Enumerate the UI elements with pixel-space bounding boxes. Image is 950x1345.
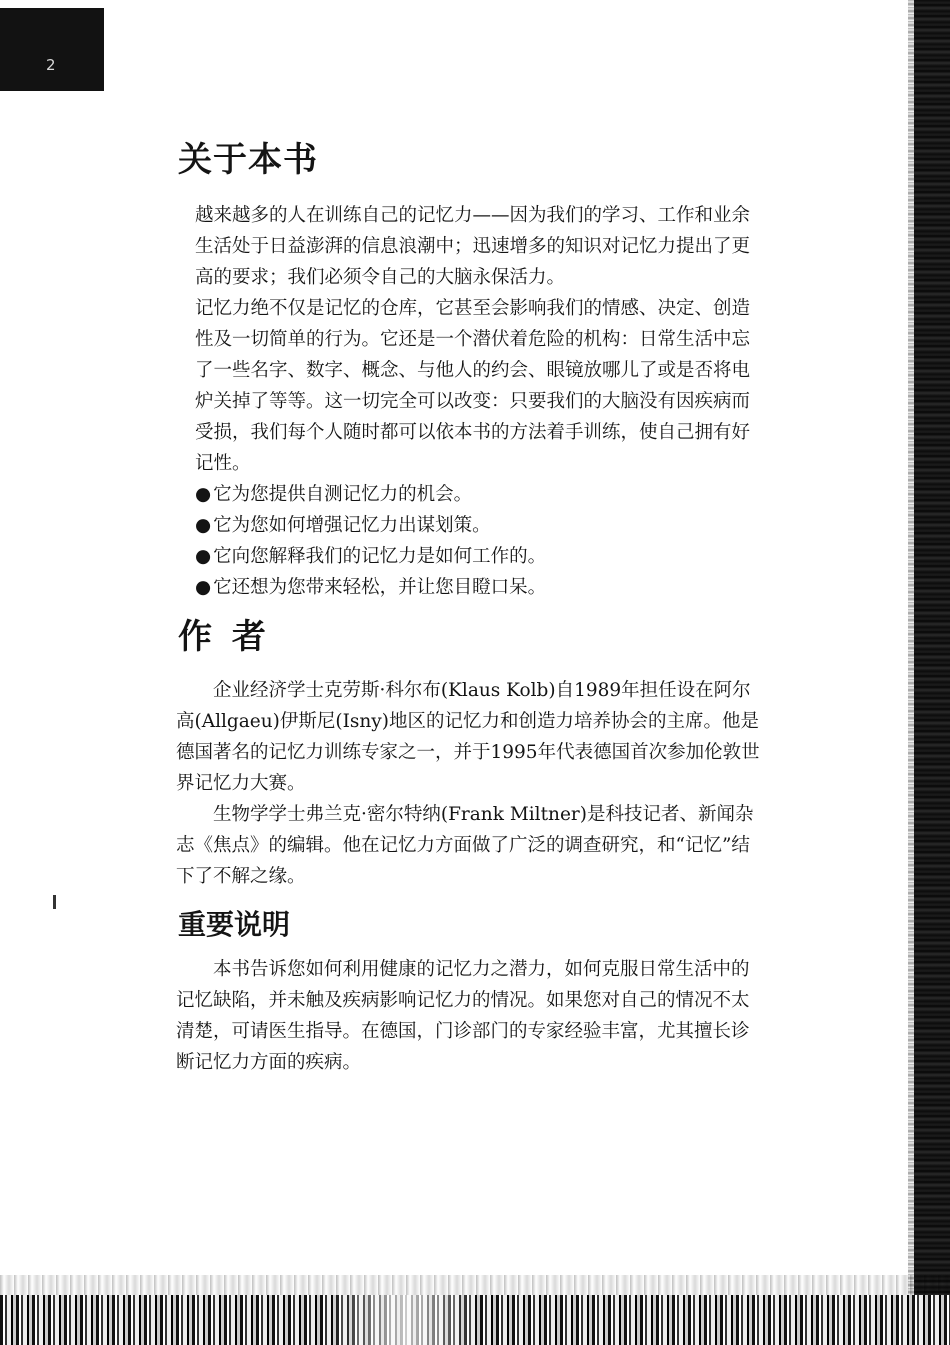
list-item <box>195 572 764 603</box>
bullet-icon: ● <box>195 484 212 505</box>
about-paragraph: 记忆力绝不仅是记忆的仓库，它甚至会影响我们的情感、决定、创造性及一切简单的行为。它还是一个潜伏着危险的机构：日常生活中忘了一些名字、数字、概念、与他人的约会、眼镜放哪儿了或是否将电炉关掉了等等。这一切完全可以改变：只要我们的大脑没有因疾病而受损，我们每个人随时都可以依本书的方法着手训练，使自己拥有好记性。 <box>195 298 751 474</box>
about-section-body <box>195 200 764 603</box>
scan-edge-right <box>914 0 950 1345</box>
about-paragraph: 越来越多的人在训练自己的记忆力——因为我们的学习、工作和业余生活处于日益澎湃的信息浪潮中；迅速增多的知识对记忆力提出了更高的要求；我们必须令自己的大脑永保活力。 <box>195 205 751 288</box>
page-number: 2 <box>46 56 56 74</box>
author-paragraph: 生物学学士弗兰克·密尔特纳(Frank Miltner)是科技记者、新闻杂志《焦点》的编辑。他在记忆力方面做了广泛的调查研究，和“记忆”结下了不解之缘。 <box>176 804 754 887</box>
bullet-text: 它还想为您带来轻松，并让您目瞪口呆。 <box>213 577 547 598</box>
page-number-tab <box>0 8 104 91</box>
scan-speck <box>53 895 56 909</box>
list-item <box>195 541 764 572</box>
bullet-text: 它向您解释我们的记忆力是如何工作的。 <box>213 546 547 567</box>
section-heading-authors: 作 者 <box>178 617 266 657</box>
list-item <box>195 510 764 541</box>
bullet-icon: ● <box>195 546 212 567</box>
bullet-text: 它为您提供自测记忆力的机会。 <box>213 484 473 505</box>
bullet-icon: ● <box>195 577 212 598</box>
section-heading-about: 关于本书 <box>178 140 318 180</box>
page-content <box>176 140 764 1078</box>
bullet-icon: ● <box>195 515 212 536</box>
bullet-text: 它为您如何增强记忆力出谋划策。 <box>213 515 491 536</box>
author-paragraph: 企业经济学士克劳斯·科尔布(Klaus Kolb)自1989年担任设在阿尔高(Allgaeu)伊斯尼(Isny)地区的记忆力和创造力培养协会的主席。他是德国著名的记忆力训练专家之一，并于1995年代表德国首次参加伦敦世界记忆力大赛。 <box>176 680 760 794</box>
list-item <box>195 479 764 510</box>
section-heading-important: 重要说明 <box>178 908 291 941</box>
scan-edge-bottom <box>0 1295 950 1345</box>
important-paragraph: 本书告诉您如何利用健康的记忆力之潜力，如何克服日常生活中的记忆缺陷，并未触及疾病影响记忆力的情况。如果您对自己的情况不太清楚，可请医生指导。在德国，门诊部门的专家经验丰富，尤其擅长诊断记忆力方面的疾病。 <box>176 959 750 1073</box>
